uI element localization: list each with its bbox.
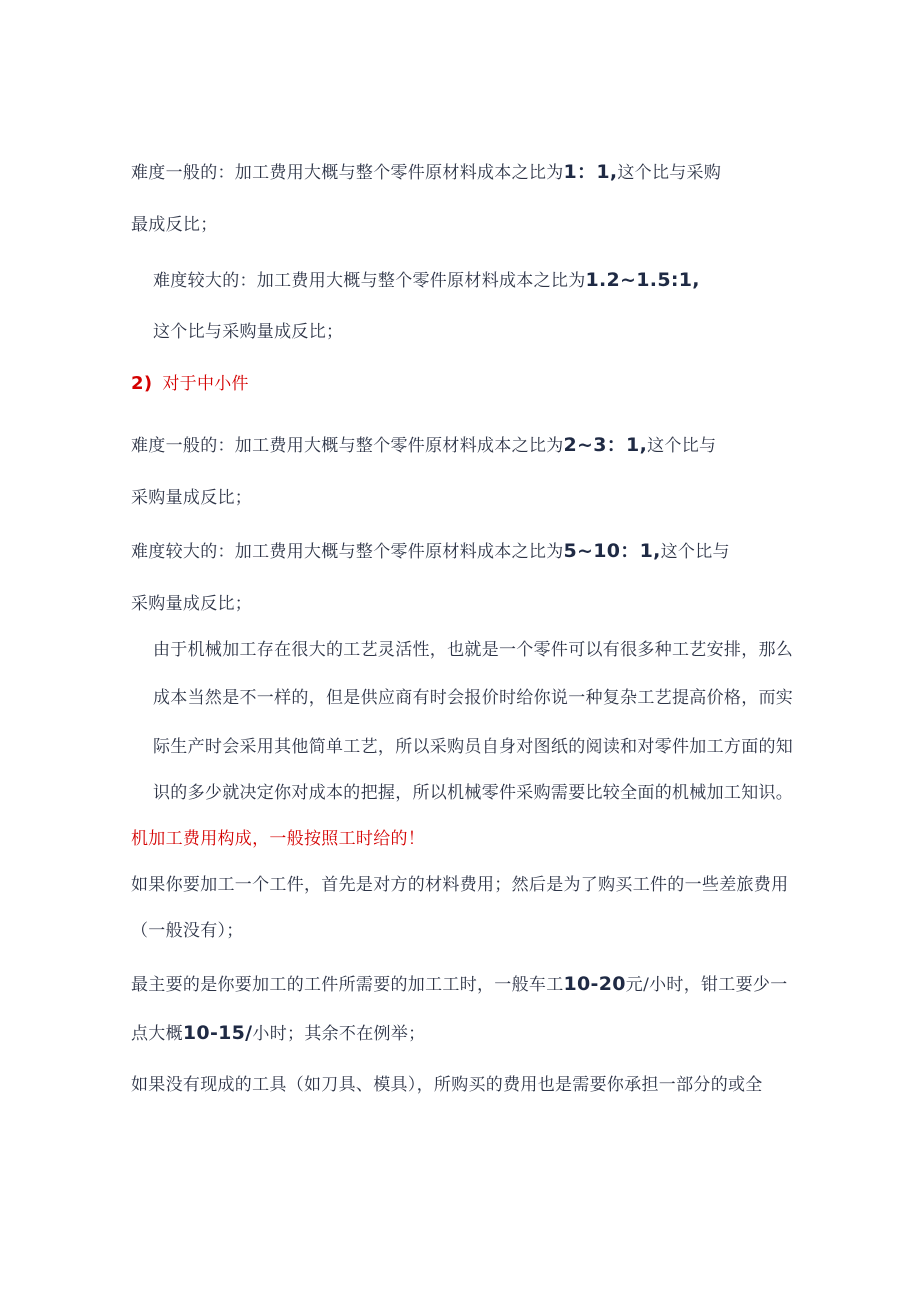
line-text: （一般没有）； [131,921,244,941]
line-text: 点大概 [131,1024,183,1044]
ratio-value: 2~3：1, [563,434,648,456]
line-text: 最主要的是你要加工的工件所需要的加工工时，一般车工 [131,975,564,995]
paragraph-line [131,213,218,237]
line-text: 采购量成反比； [131,594,253,614]
paragraph-line [153,735,793,759]
line-text: 难度一般的：加工费用大概与整个零件原材料成本之比为 [131,163,564,183]
line-text: 际生产时会采用其他简单工艺，所以采购员自身对图纸的阅读和对零件加工方面的知 [153,737,794,757]
line-text: 最成反比； [131,215,218,235]
section-heading [131,372,249,396]
rate-value: 10-20 [563,973,626,995]
line-text: 元/小时，钳工要少一 [625,975,788,995]
paragraph-line [131,433,716,458]
line-text: 采购量成反比； [131,488,253,508]
paragraph-line [131,919,244,943]
line-text: 这个比与 [647,436,717,456]
section-heading [131,827,425,851]
paragraph-line [153,320,343,344]
line-text: 如果没有现成的工具（如刀具、模具），所购买的费用也是需要你承担一部分的或全 [131,1075,763,1095]
line-text: 难度较大的：加工费用大概与整个零件原材料成本之比为 [131,542,564,562]
heading-text: 对于中小件 [162,374,249,394]
line-text: 难度一般的：加工费用大概与整个零件原材料成本之比为 [131,436,564,456]
paragraph-line [131,539,730,564]
rate-value: 10-15/ [182,1022,253,1044]
line-text: 如果你要加工一个工件，首先是对方的材料费用；然后是为了购买工件的一些差旅费用 [131,875,789,895]
line-text: 这个比与采购 [617,163,722,183]
paragraph-line [131,1073,763,1097]
paragraph-line [131,160,721,185]
line-text: 由于机械加工存在很大的工艺灵活性，也就是一个零件可以有很多种工艺安排，那么 [153,640,794,660]
ratio-value: 5~10：1, [563,540,661,562]
paragraph-line [131,972,788,997]
line-text: 难度较大的：加工费用大概与整个零件原材料成本之比为 [153,271,586,291]
line-text: 这个比与采购量成反比； [153,322,344,342]
paragraph-line [153,686,793,710]
paragraph-line [153,638,793,662]
paragraph-line [153,781,793,805]
heading-number: 2) [131,373,153,394]
line-text: 识的多少就决定你对成本的把握，所以机械零件采购需要比较全面的机械加工知识。 [153,783,794,803]
line-text: 小时；其余不在例举； [252,1024,426,1044]
ratio-value: 1.2~1.5:1, [585,269,700,291]
paragraph-line [153,268,700,293]
paragraph-line [131,1021,425,1046]
heading-text: 机加工费用构成，一般按照工时给的！ [131,829,426,849]
paragraph-line [131,592,252,616]
paragraph-line [131,486,252,510]
ratio-value: 1：1, [563,161,618,183]
paragraph-line [131,873,788,897]
line-text: 成本当然是不一样的，但是供应商有时会报价时给你说一种复杂工艺提高价格，而实 [153,688,794,708]
line-text: 这个比与 [660,542,730,562]
